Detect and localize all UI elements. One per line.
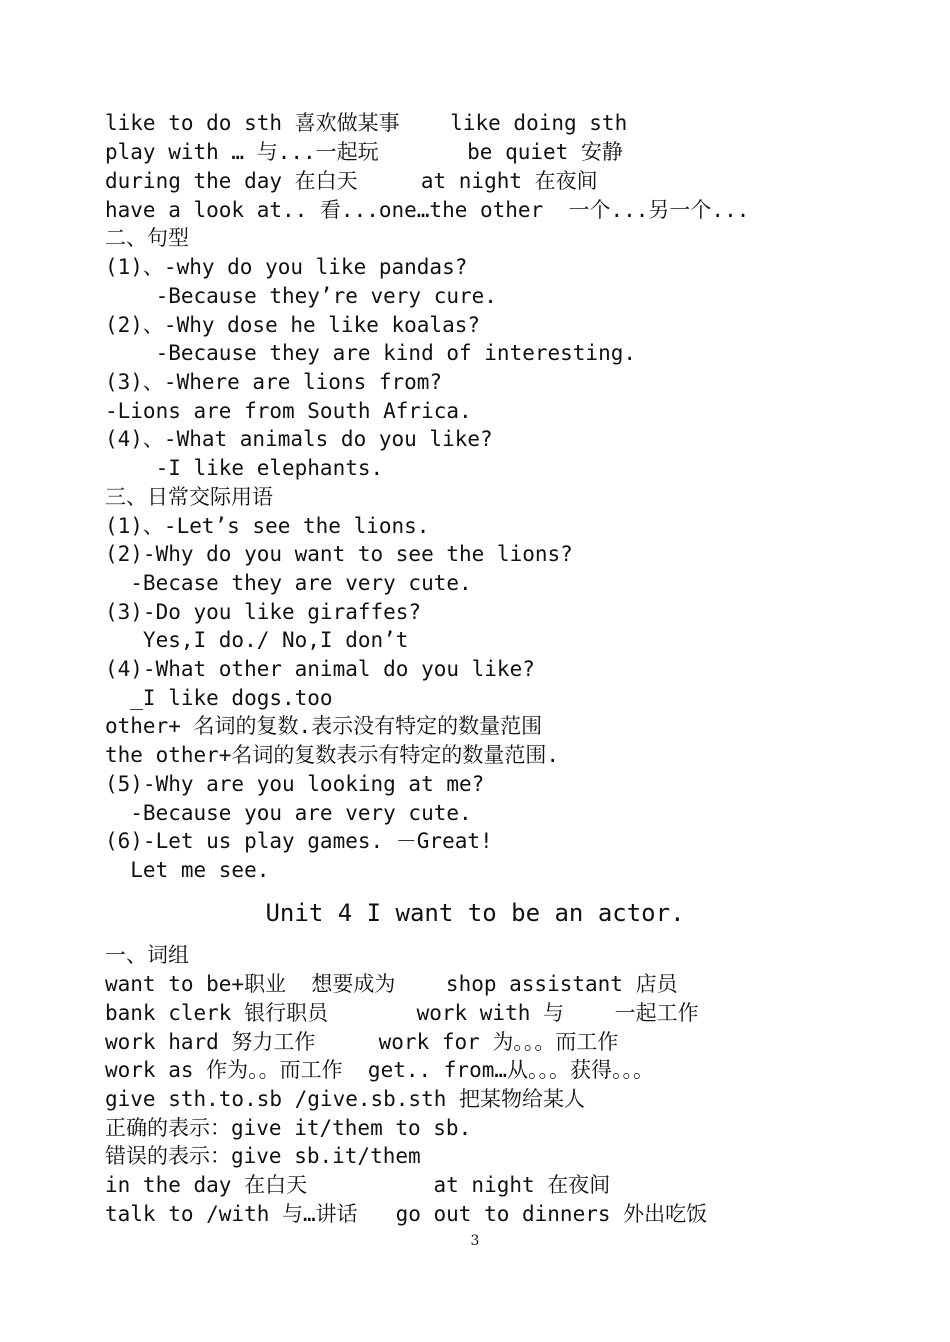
- usage-wrong: 错误的表示：give sb.it/them: [105, 1144, 421, 1168]
- sentence-line: -I like elephants.: [105, 456, 384, 480]
- dialog-line: Let me see.: [105, 858, 270, 882]
- section-heading-daily: 三、日常交际用语: [105, 485, 273, 509]
- phrase-line: bank clerk 银行职员 work with 与 一起工作: [105, 1001, 699, 1025]
- dialog-line: -Becase they are very cute.: [105, 571, 472, 595]
- phrase-line: want to be+职业 想要成为 shop assistant 店员: [105, 972, 678, 996]
- sentence-line: (4)、-What animals do you like?: [105, 427, 493, 451]
- phrase-line: in the day 在白天 at night 在夜间: [105, 1173, 611, 1197]
- usage-correct: 正确的表示：give it/them to sb.: [105, 1116, 472, 1140]
- dialog-line: (2)-Why do you want to see the lions?: [105, 542, 573, 566]
- dialog-line: (4)-What other animal do you like?: [105, 657, 535, 681]
- sentence-line: (1)、-why do you like pandas?: [105, 255, 468, 279]
- phrase-line: work hard 努力工作 work for 为。。。而工作: [105, 1030, 619, 1054]
- phrase-line: during the day 在白天 at night 在夜间: [105, 169, 598, 193]
- sentence-line: (3)、-Where are lions from?: [105, 370, 443, 394]
- phrase-line: talk to /with 与…讲话 go out to dinners 外出吃饭: [105, 1202, 708, 1226]
- dialog-line: (5)-Why are you looking at me?: [105, 772, 485, 796]
- section-heading-sentences: 二、句型: [105, 226, 189, 250]
- dialog-line: -Because you are very cute.: [105, 801, 472, 825]
- page-number: 3: [470, 1233, 480, 1249]
- grammar-note: the other+名词的复数表示有特定的数量范围.: [105, 743, 560, 767]
- sentence-line: -Because they are kind of interesting.: [105, 341, 637, 365]
- dialog-line: Yes,I do./ No,I don’t: [105, 628, 409, 652]
- sentence-line: (2)、-Why dose he like koalas?: [105, 313, 481, 337]
- sentence-line: -Because they’re very cure.: [105, 284, 497, 308]
- phrase-line: have a look at.. 看...one…the other 一个...另一个...: [105, 198, 750, 222]
- dialog-line: _I like dogs.too: [105, 686, 333, 710]
- phrase-line: work as 作为。。而工作 get.. from…从。。。获得。。。: [105, 1058, 655, 1082]
- sentence-line: -Lions are from South Africa.: [105, 399, 472, 423]
- grammar-note: other+ 名词的复数.表示没有特定的数量范围: [105, 714, 543, 738]
- phrase-line: like to do sth 喜欢做某事 like doing sth: [105, 111, 628, 135]
- phrase-line: give sth.to.sb /give.sb.sth 把某物给某人: [105, 1087, 586, 1111]
- dialog-line: (3)-Do you like giraffes?: [105, 600, 422, 624]
- dialog-line: (1)、-Let’s see the lions.: [105, 514, 430, 538]
- dialog-line: (6)-Let us play games. －Great!: [105, 829, 493, 853]
- unit-title: Unit 4 I want to be an actor.: [265, 899, 685, 927]
- phrase-line: play with … 与...一起玩 be quiet 安静: [105, 140, 623, 164]
- section-heading-phrases: 一、词组: [105, 943, 189, 967]
